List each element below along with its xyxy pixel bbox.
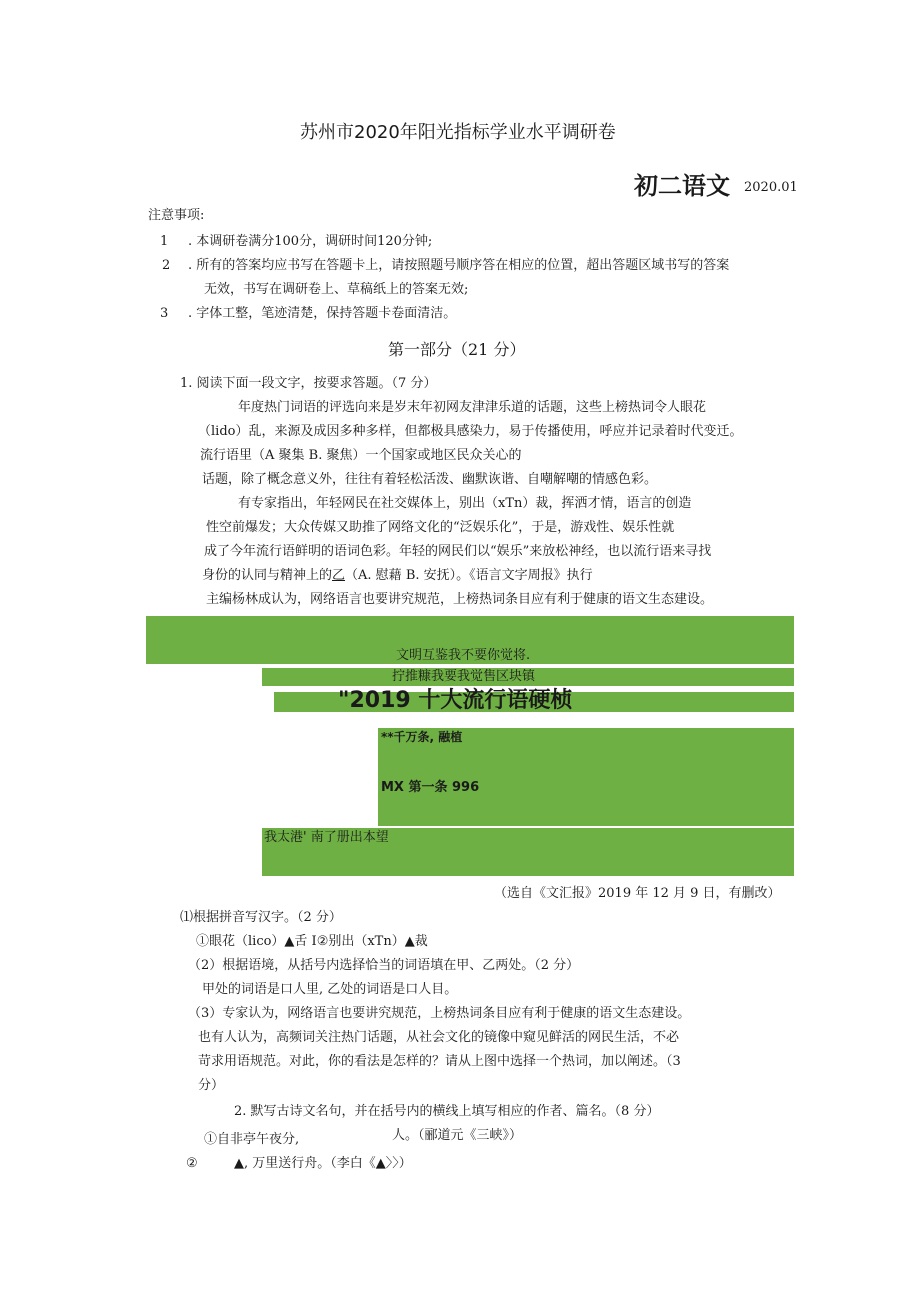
notes-item-1-num: 1: [160, 234, 169, 249]
exam-title: 苏州市2020年阳光指标学业水平调研卷: [300, 122, 616, 143]
q2-item-1-right: 人。（郦道元《三峡》）: [392, 1128, 523, 1143]
exam-date: 2020.01: [744, 180, 798, 195]
subq-1-body: ①眼花（lico）▲舌 I②别出（xTn）▲裁: [196, 934, 428, 949]
figure-line-a: 文明互鉴我不要你觉将.: [396, 648, 531, 663]
figure-item-3: 我太港' 南了册出本望: [264, 830, 389, 845]
subq-2-title: （2）根据语境，从括号内选择恰当的词语填在甲、乙两处。（2 分）: [188, 958, 580, 973]
exam-subject: 初二语文: [634, 172, 730, 200]
q1-line-8: [202, 568, 593, 584]
q1-line-7: 成了今年流行语鲜明的语词色彩。年轻的网民们以“娱乐”来放松神经，也以流行语来寻找: [204, 544, 712, 559]
q2-item-2-text: ▲, 万里送行舟。（李白《▲〉〉）: [234, 1156, 412, 1171]
notes-heading: 注意事项:: [148, 208, 205, 223]
figure-headline: "2019 十大流行语硬桢: [338, 688, 573, 713]
part-heading: 第一部分（21 分）: [388, 340, 526, 359]
notes-item-2-num: 2: [162, 258, 171, 273]
subq-3-line-1: （3）专家认为，网络语言也要讲究规范，上榜热词条目应有利于健康的语文生态建设。: [188, 1006, 691, 1021]
q2-title: 2. 默写古诗文名句，并在括号内的横线上填写相应的作者、篇名。（8 分）: [234, 1104, 660, 1119]
notes-item-2-text: . 所有的答案均应书写在答题卡上，请按照题号顺序答在相应的位置，超出答题区域书写的答案: [188, 258, 730, 273]
subq-3-line-2: 也有人认为，高频词关注热门话题，从社会文化的镜像中窥见鲜活的网民生活，不必: [198, 1030, 680, 1045]
figure-source: （选自《文汇报》2019 年 12 月 9 日，有删改）: [494, 886, 781, 901]
q2-item-2-num: ②: [186, 1156, 198, 1171]
q1-line-8-options: （A. 慰藉 B. 安抚）。《语言文字周报》执行: [345, 568, 593, 583]
q1-line-8-text: 身份的认同与精神上的: [202, 568, 333, 583]
q2-item-1-left: ①自非亭午夜分,: [204, 1132, 300, 1147]
subq-3-line-3: 苛求用语规范。对此，你的看法是怎样的？请从上图中选择一个热词，加以阐述。（3: [198, 1054, 681, 1069]
q1-title: 1. 阅读下面一段文字，按要求答题。（7 分）: [180, 376, 437, 391]
notes-item-3-num: 3: [160, 306, 169, 321]
q1-line-4: 话题，除了概念意义外，往往有着轻松活泼、幽默诙谐、自嘲解嘲的情感色彩。: [202, 472, 658, 487]
subq-1-title: ⑴根据拼音写汉字。（2 分）: [180, 910, 342, 925]
q1-line-9: 主编杨林成认为，网络语言也要讲究规范，上榜热词条目应有利于健康的语文生态建设。: [206, 592, 714, 607]
q1-line-2: （lido）乱，来源及成因多种多样，但都极具感染力，易于传播使用，呼应并记录着时代变迁。: [198, 424, 743, 439]
blank-yi: 乙: [332, 568, 346, 583]
notes-item-1-text: . 本调研卷满分100分，调研时间120分钟;: [188, 234, 433, 249]
subq-3-line-4: 分）: [198, 1078, 225, 1093]
figure-item-2: MX 第一条 996: [381, 780, 480, 795]
q1-line-1: 年度热门词语的评选向来是岁末年初网友津津乐道的话题，这些上榜热词令人眼花: [238, 400, 707, 415]
q1-line-3: 流行语里（A 聚集 B. 聚焦）一个国家或地区民众关心的: [200, 448, 522, 463]
figure-line-b: 拧推糠我要我觉售区块镇: [392, 669, 536, 684]
subq-2-body: 甲处的词语是口人里, 乙处的词语是口人目。: [202, 982, 458, 997]
figure-item-1: **千万条, 融植: [381, 730, 463, 744]
notes-item-3-text: . 字体工整，笔迹清楚，保持答题卡卷面清洁。: [188, 306, 457, 321]
notes-item-2-text-cont: 无效，书写在调研卷上、草稿纸上的答案无效;: [204, 282, 469, 297]
q1-line-5: 有专家指出，年轻网民在社交媒体上，别出（xTn）裁，挥洒才情，语言的创造: [238, 496, 692, 511]
q1-line-6: 性空前爆发；大众传媒又助推了网络文化的“泛娱乐化”，于是，游戏性、娱乐性就: [206, 520, 675, 535]
